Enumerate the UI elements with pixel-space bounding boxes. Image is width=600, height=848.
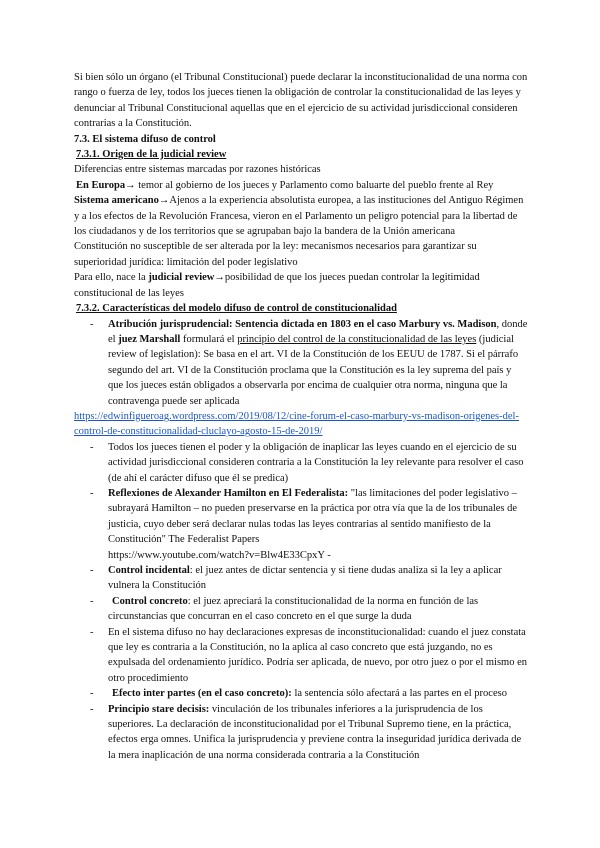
list-dash: - <box>90 688 94 700</box>
attribution-bold: Atribución jurisprudencial: Sentencia dictada en 1803 en el caso Marbury vs. Madison <box>108 318 497 330</box>
principle-underline: principio del control de la constitucionalidad de las leyes <box>237 333 477 345</box>
america-label: Sistema americano <box>74 195 159 207</box>
list-dash: - <box>90 487 94 499</box>
list-item-inter-partes <box>74 686 528 701</box>
europa-line <box>74 178 528 193</box>
list-item-incidental <box>74 563 528 594</box>
list-dash: - <box>90 626 94 638</box>
stare-decisis-text: vinculación de los tribunales inferiores a la jurisprudencia de los superiores. La declaración de inconstitucionalidad por el Tribunal Supremo tiene, en la práctica, efectos erga omnes. Unifica la jurisprudencia y previene contra la inseguridad jurídica derivada de la mera inaplicación de una norma considerada contraria a la Constitución <box>108 703 522 761</box>
incidental-bold: Control incidental <box>108 565 190 576</box>
section-7-3-2-heading-line <box>74 301 528 316</box>
judicial-review-term: judicial review <box>148 272 215 284</box>
incidental-text: : el juez antes de dictar sentencia y si tiene dudas analiza si la ley a aplicar vulnera la Constitución <box>108 565 502 592</box>
attribution-text-1: , donde el <box>108 318 528 345</box>
constitution-paragraph: Constitución no susceptible de ser alterada por la ley: mecanismos necesarios para garantizar su superioridad jurídica: limitación del poder legislativo <box>74 241 477 268</box>
europa-text: → temor al gobierno de los jueces y Parlamento como baluarte del pueblo frente al Rey <box>125 179 494 191</box>
list-item-hamilton <box>74 486 528 563</box>
characteristics-list-b <box>74 440 528 764</box>
hamilton-text: "las limitaciones del poder legislativo – subrayará Hamilton – no pueden preservarse en la práctica por otra vía que la de los tribunales de justicia, cuyo deber será declarar nulas todas las leyes contrarias al sentido manifiesto de la Constitución" The Federalist Papers <box>108 487 518 546</box>
characteristics-list-a <box>74 317 528 409</box>
section-7-3-1-heading-line <box>74 147 528 162</box>
concrete-text: : el juez apreciará la constitucionalidad de la norma en función de las circunstancias que concurran en el caso concreto en el que surge la duda <box>108 595 479 623</box>
section-7-3-heading: 7.3. El sistema difuso de control <box>74 133 216 145</box>
judicial-review-paragraph <box>74 270 528 301</box>
hamilton-bold: Reflexiones de Alexander Hamilton en El Federalista: <box>108 487 349 499</box>
inter-partes-text: la sentencia sólo afectará a las partes en el proceso <box>291 688 507 700</box>
intro-paragraph: Si bien sólo un órgano (el Tribunal Constitucional) puede declarar la inconstitucionalidad de una norma con rango o fuerza de ley, todos los jueces tienen la obligación de controlar la constitucionalidad de las leyes y denunciar al Tribunal Constitucional aquellas que en el ejercicio de su actividad jurisdiccional consideren contrarias a la Constitución. <box>74 72 528 130</box>
list-dash: - <box>90 703 94 715</box>
inter-partes-bold: Efecto inter partes (en el caso concreto): <box>112 688 292 700</box>
concrete-bold: Control concreto <box>112 595 188 607</box>
youtube-url: https://www.youtube.com/watch?v=Blw4E33CpxY - <box>108 549 331 561</box>
america-text: →Ajenos a la experiencia absolutista europea, a las instituciones del Antiguo Régimen y a los efectos de la Revolución Francesa, vieron en el Parlamento un peligro potencial para la libertad de los ciudadanos y de los territorios que se agrupaban bajo la bandera de la Unión americana <box>74 195 524 238</box>
para-ello-pre: Para ello, nace la <box>74 272 149 284</box>
list-item-all-judges <box>74 440 528 486</box>
list-item-concrete <box>74 594 528 625</box>
document-page <box>74 70 528 763</box>
section-7-3-1-heading: 7.3.1. Origen de la judicial review <box>76 149 227 161</box>
europa-label: En Europa <box>76 179 126 191</box>
list-item-no-declarations <box>74 625 528 687</box>
list-dash: - <box>90 318 94 330</box>
list-dash: - <box>90 441 94 453</box>
list-dash: - <box>90 565 94 576</box>
para-ello-post: →posibilidad de que los jueces puedan controlar la legitimidad constitucional de las leyes <box>74 272 480 299</box>
differences-line: Diferencias entre sistemas marcadas por razones históricas <box>74 164 321 176</box>
attribution-text-3: (judicial review of legislation): Se basa en el art. VI de la Constitución de los EEUU de 1787. Si el párrafo segundo del art. VI de la Constitución proclama que la Constitución es la ley suprema del país y que los jueces están obligados a observarla por encima de cualquier otra norma, ninguna que la contravenga puede ser aplicada <box>108 333 519 407</box>
marbury-link-line <box>74 409 528 440</box>
marbury-link[interactable]: https://edwinfigueroag.wordpress.com/2019/08/12/cine-forum-el-caso-marbury-vs-madison-origenes-del-control-de-constitucionalidad-cluclayo-agosto-15-de-2019/ <box>74 410 519 438</box>
list-item-attribution <box>74 317 528 409</box>
section-7-3-2-heading: 7.3.2. Características del modelo difuso de control de constitucionalidad <box>76 303 397 315</box>
list-dash: - <box>90 595 94 607</box>
all-judges-text: Todos los jueces tienen el poder y la obligación de inaplicar las leyes cuando en el ejercicio de su actividad jurisdiccional consideren contraria a la Constitución la ley relevante para resolver el caso (de ahí el carácter difuso que él se predica) <box>108 441 524 484</box>
america-paragraph <box>74 193 528 239</box>
marshall-bold: juez Marshall <box>118 333 181 345</box>
attribution-text-2: formulará el <box>180 333 238 345</box>
list-item-stare-decisis <box>74 702 528 764</box>
stare-decisis-bold: Principio stare decisis: <box>108 703 210 715</box>
no-declarations-text: En el sistema difuso no hay declaraciones expresas de inconstitucionalidad: cuando el juez constata que ley es contraria a la Constitución, no la aplica al caso concreto que está juzgando, no es expulsada del ordenamiento jurídico. Podría ser aplicada, de nuevo, por otro juez o por el mismo en otro procedimiento <box>108 626 528 684</box>
